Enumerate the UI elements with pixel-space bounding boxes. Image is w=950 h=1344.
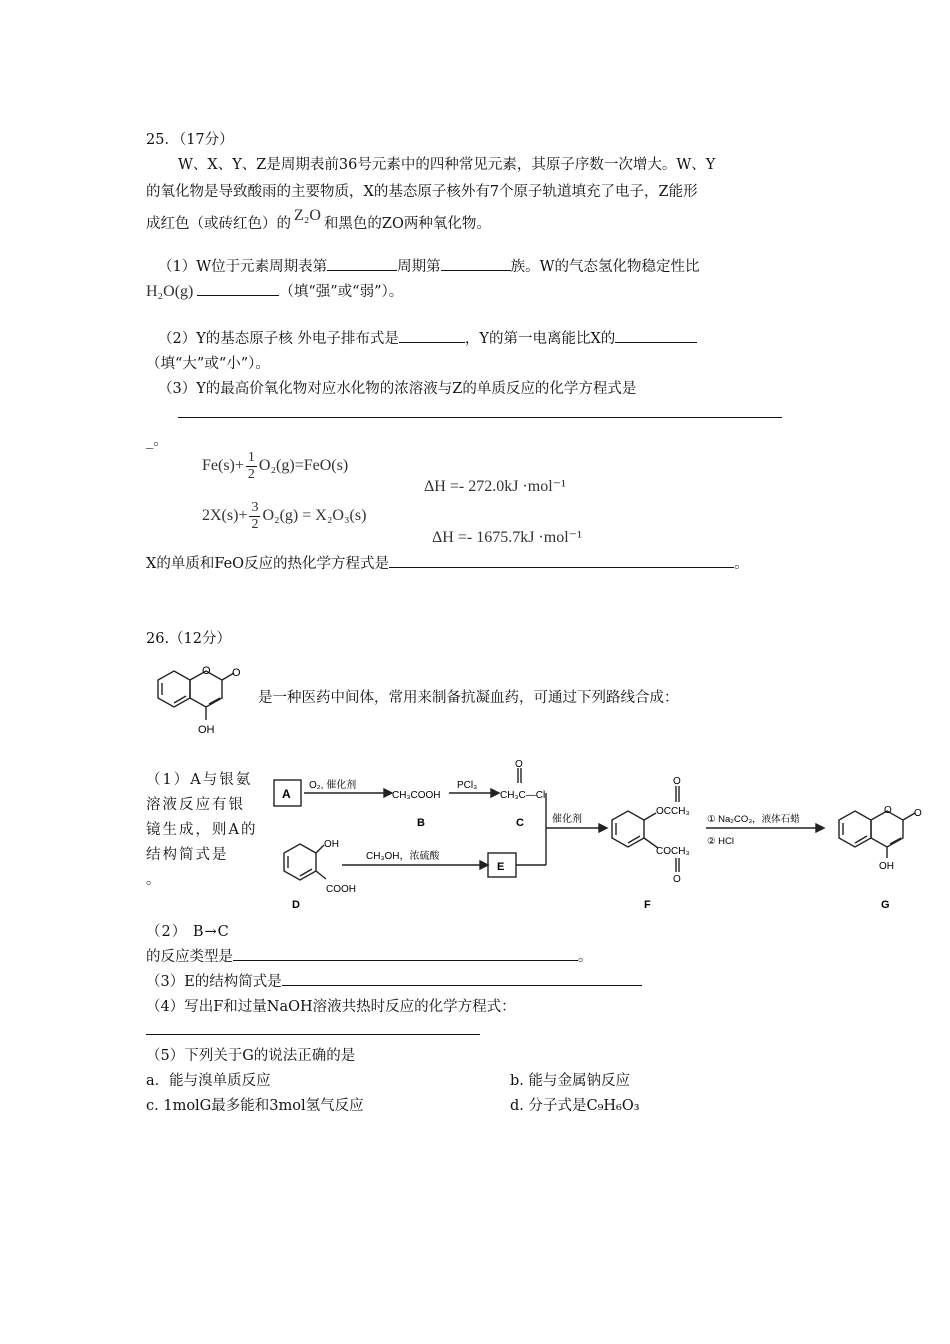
q26-part3: [146, 970, 642, 991]
q26-p2a: （2） B→C: [146, 924, 230, 940]
answer-blank[interactable]: [399, 328, 465, 343]
q25-part1-line2: [146, 280, 403, 301]
g-carbonyl-oxygen: O: [914, 808, 922, 819]
compound-b: CH₃COOH: [392, 790, 441, 801]
label-c: C: [516, 817, 524, 829]
q25-p1d: （填“强”或“弱”）。: [279, 284, 404, 300]
q25-p3-end: _。: [146, 433, 168, 449]
label-f: F: [644, 899, 651, 911]
label-d: D: [292, 899, 300, 911]
compound-c-oxygen: O: [515, 759, 523, 770]
q25-intro-line2: 的氧化物是导致酸雨的主要物质，X的基态原子核外有7个原子轨道填充了电子，Z能形: [146, 184, 698, 200]
q25-part1: [158, 255, 700, 276]
q26-p3: （3）E的结构简式是: [146, 974, 282, 990]
q26-p1-end: 。: [146, 872, 163, 888]
eq2-enthalpy: ΔH =- 1675.7kJ ·mol⁻¹: [432, 529, 582, 546]
synthesis-scheme: [264, 758, 944, 916]
arrow1-reagent: O₂, 催化剂: [309, 780, 357, 791]
compound-c: CH₃C—Cl: [500, 790, 546, 801]
q26-p2-end: 。: [578, 949, 593, 965]
q25-p2b: ，Y的第一电离能比X的: [464, 331, 616, 347]
answer-blank[interactable]: [389, 553, 734, 568]
q26-intro: 是一种医药中间体，常用来制备抗凝血药，可通过下列路线合成：: [258, 690, 679, 706]
eq2-den: 2: [251, 517, 259, 532]
compound-d-oh: OH: [324, 839, 339, 850]
arrow5-step1: ① Na₂CO₃，液体石蜡: [707, 814, 800, 825]
label-b: B: [417, 817, 425, 829]
answer-line[interactable]: [146, 1033, 480, 1035]
eq2-num: 3: [251, 500, 259, 515]
eq2-fraction: [249, 500, 260, 533]
hydroxyl-label: OH: [198, 724, 215, 736]
answer-blank[interactable]: [282, 971, 642, 986]
q25-p2a: （2）Y的基态原子核 外电子排布式是: [158, 331, 399, 347]
eq1-enthalpy: ΔH =- 272.0kJ ·mol⁻¹: [424, 478, 566, 495]
compound-f-bottom: COCH₃: [656, 846, 690, 857]
answer-blank[interactable]: [233, 946, 578, 961]
box-a-label: A: [282, 787, 291, 801]
arrow2-reagent: PCl₃: [457, 780, 478, 791]
compound-f-bottom-oxygen: O: [673, 874, 681, 885]
eq2-left: 2X(s)+: [202, 507, 248, 525]
equation-2: [202, 500, 366, 533]
option-d[interactable]: d. 分子式是C₉H₆O₃: [510, 1098, 640, 1114]
q26-p1: （1）A与银氨溶液反应有银镜生成，则A的结构简式是: [146, 772, 258, 863]
answer-line[interactable]: [178, 416, 782, 418]
option-a[interactable]: a．能与溴单质反应: [146, 1073, 271, 1089]
eq1-right: O₂(g)=FeO(s): [258, 457, 349, 475]
option-c[interactable]: c. 1molG最多能和3mol氢气反应: [146, 1098, 364, 1114]
q26-part2: [146, 945, 593, 966]
q25-p4a: X的单质和FeO反应的热化学方程式是: [146, 556, 390, 572]
eq1-left: Fe(s)+: [202, 457, 244, 475]
compound-f-top: OCCH₃: [656, 806, 690, 817]
q25-intro-line3b: 和黑色的ZO两种氧化物。: [323, 216, 491, 232]
q25-p2c: （填“大”或“小”）。: [146, 356, 270, 372]
box-e-label: E: [497, 861, 505, 873]
carbonyl-oxygen: O: [232, 667, 241, 679]
q25-part3: （3）Y的最高价氧化物对应水化物的浓溶液与Z的单质反应的化学方程式是: [158, 381, 637, 397]
ring-oxygen: O: [202, 665, 211, 677]
eq2-right: O₂(g) = X₂O₃(s): [262, 507, 367, 525]
answer-blank[interactable]: [441, 256, 511, 271]
q26-heading: 26.（12分）: [146, 631, 232, 647]
q25-p4-end: 。: [734, 556, 749, 572]
compound-d-cooh: COOH: [326, 884, 356, 895]
label-g: G: [881, 899, 890, 911]
compound-f-top-oxygen: O: [673, 776, 681, 787]
coumarin-structure: [146, 656, 246, 738]
q26-p2b: 的反应类型是: [146, 949, 233, 965]
q25-part4: [146, 552, 749, 573]
z2o-formula: Z₂O: [294, 207, 321, 224]
answer-blank[interactable]: [615, 328, 697, 343]
arrow5-step2: ② HCl: [707, 836, 734, 847]
eq1-num: 1: [247, 450, 255, 465]
answer-blank[interactable]: [327, 256, 397, 271]
q26-part5: （5）下列关于G的说法正确的是: [146, 1048, 356, 1064]
option-b[interactable]: b. 能与金属钠反应: [510, 1073, 630, 1089]
eq1-fraction: [246, 450, 257, 483]
answer-blank[interactable]: [197, 281, 279, 296]
arrow3-reagent: CH₃OH，浓硫酸: [366, 851, 440, 862]
equation-1: [202, 450, 348, 483]
q25-intro-line3: [146, 207, 491, 233]
q25-p1b: 周期第: [397, 259, 441, 275]
q25-p1c: 族。W的气态氢化物稳定性比: [510, 259, 700, 275]
compound-g-oh: OH: [879, 861, 894, 872]
q25-p1a: （1）W位于元素周期表第: [158, 259, 328, 275]
q25-intro-line3a: 成红色（或砖红色）的: [146, 216, 291, 232]
q25-intro-line1: W、X、Y、Z是周期表前36号元素中的四种常见元素，其原子序数一次增大。W、Y: [178, 157, 716, 173]
h2o-formula: H₂O(g): [146, 283, 194, 300]
q25-part2: [158, 327, 697, 348]
q26-part4: （4）写出F和过量NaOH溶液共热时反应的化学方程式：: [146, 999, 516, 1015]
eq1-den: 2: [247, 467, 255, 482]
g-ring-oxygen: O: [884, 805, 892, 816]
q26-part1: [146, 768, 260, 893]
q25-heading: 25．（17分）: [146, 132, 234, 148]
arrow4-reagent: 催化剂: [552, 814, 582, 825]
